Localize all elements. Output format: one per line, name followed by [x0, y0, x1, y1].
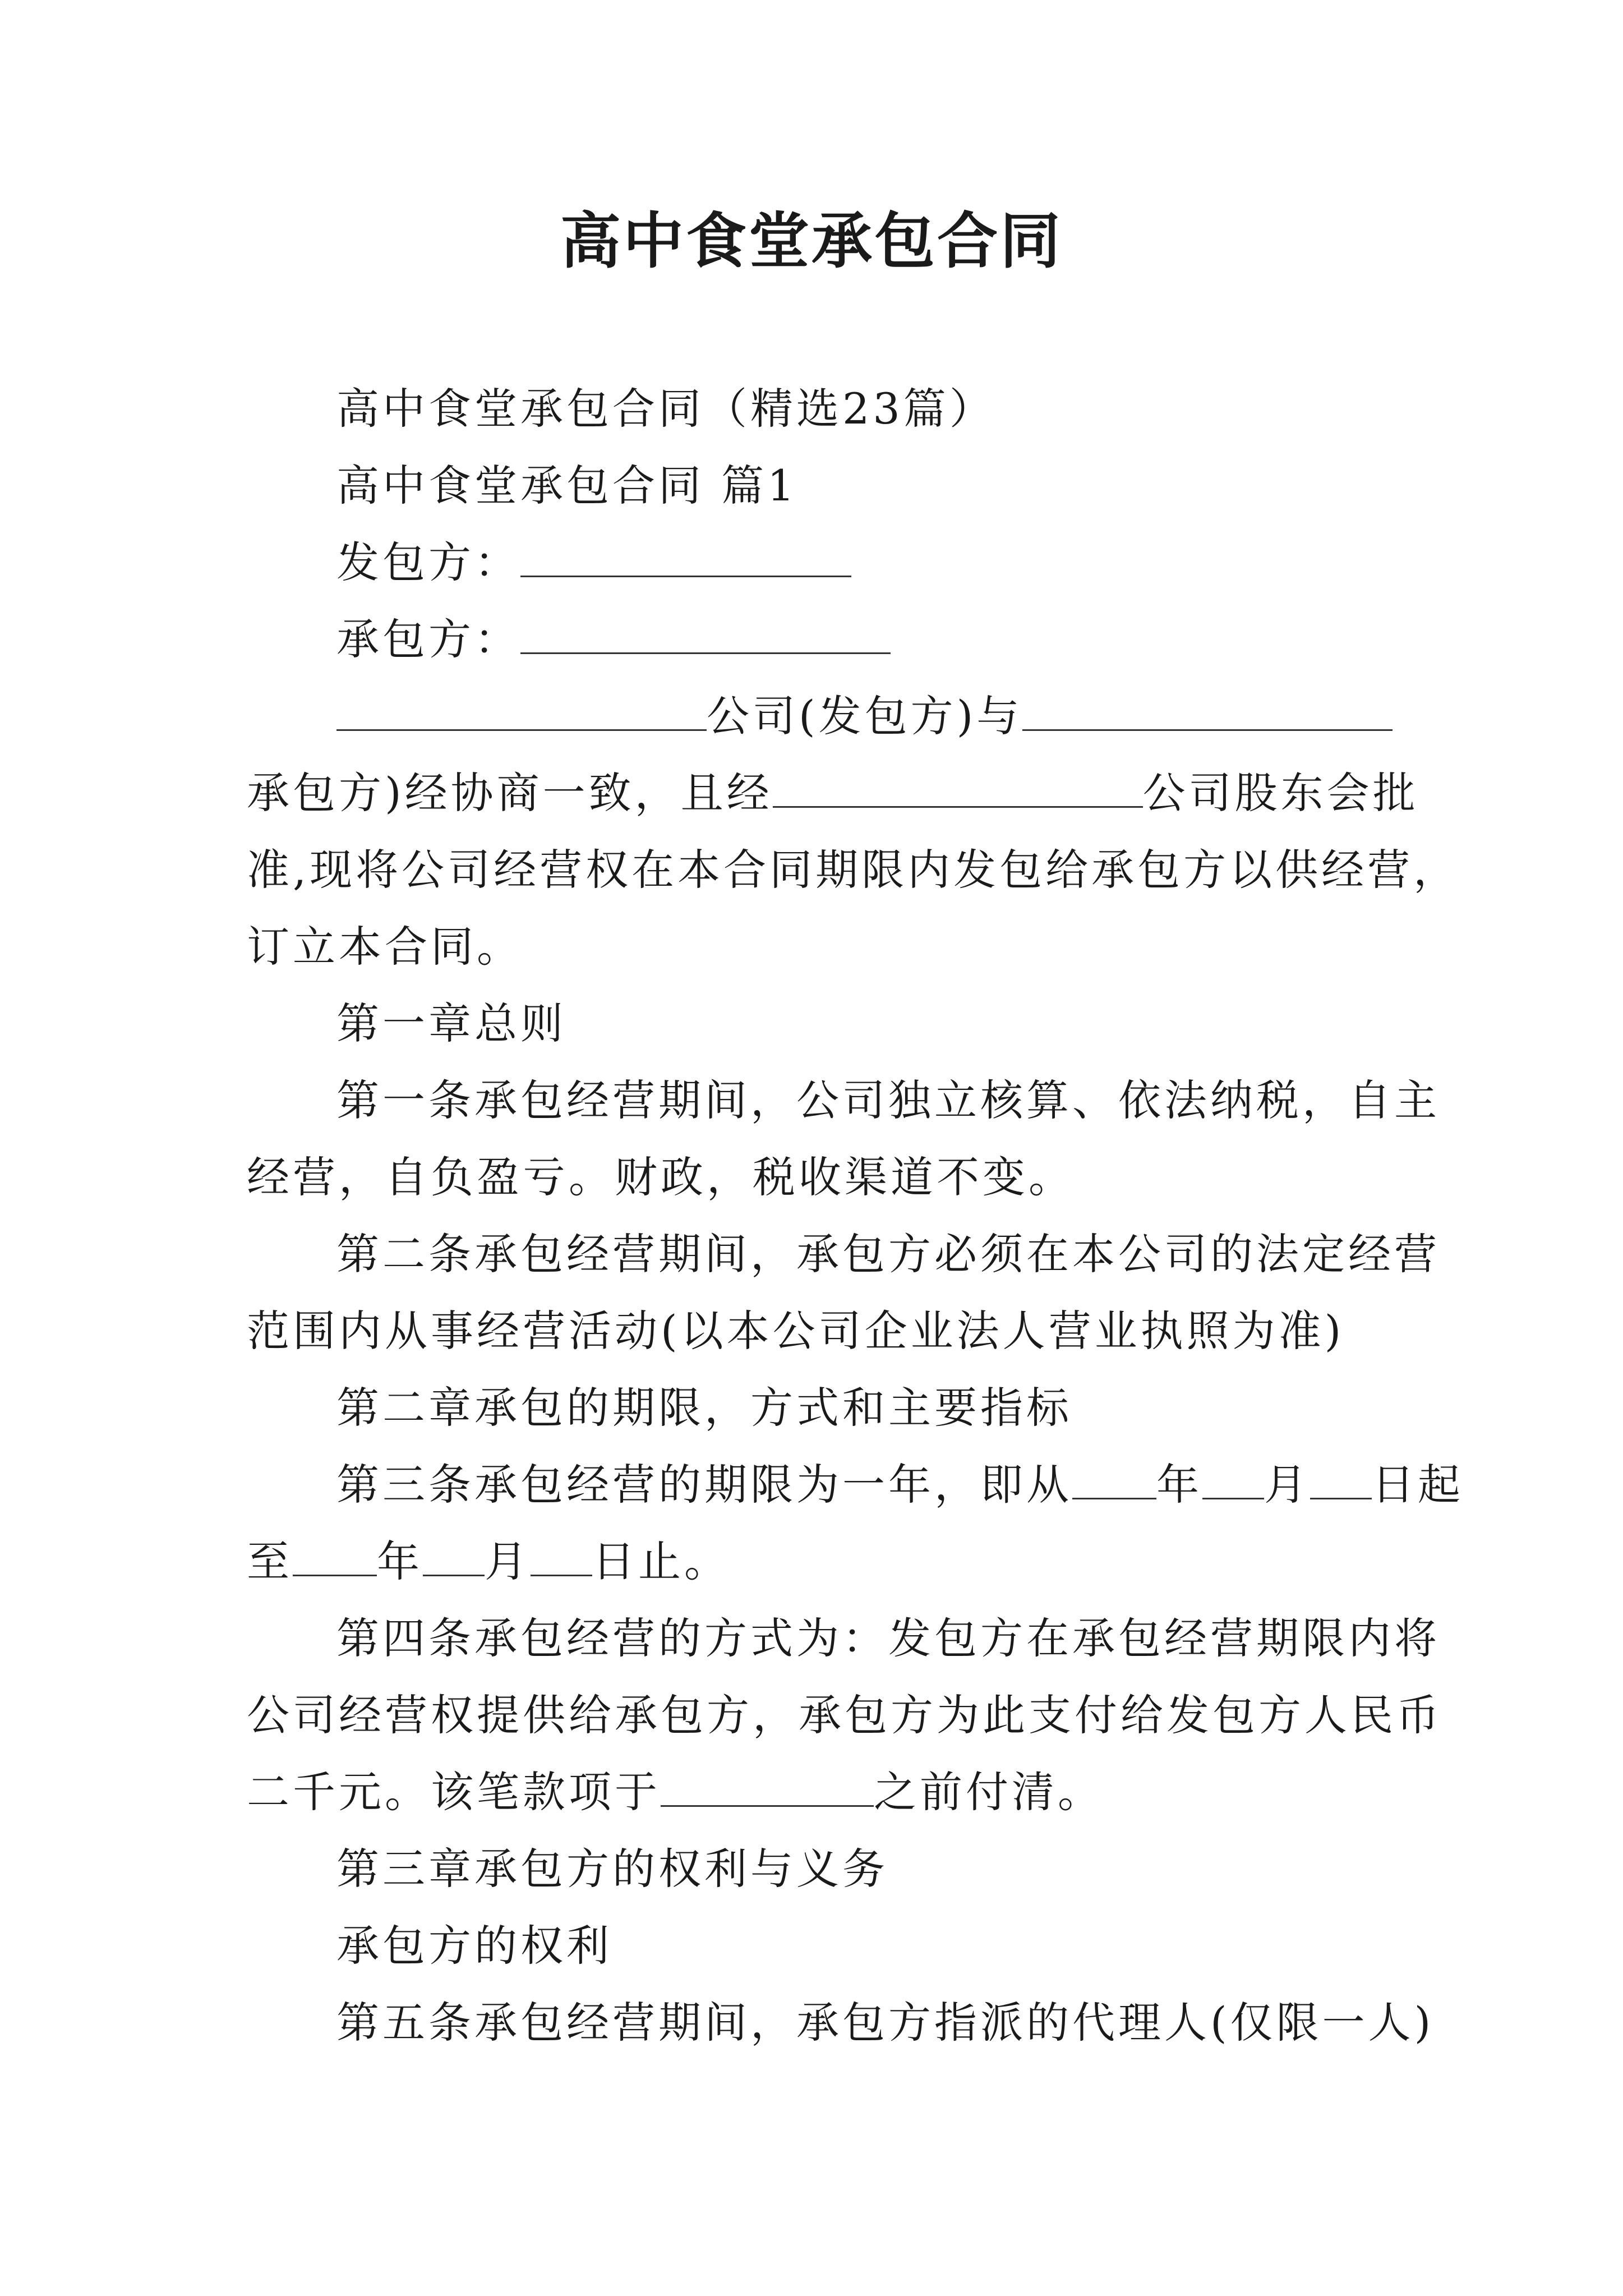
paragraph-line: 第五条承包经营期间，承包方指派的代理人(仅限一人) — [336, 1998, 1435, 2047]
paragraph-line — [247, 1754, 1380, 1830]
party-a-blank — [520, 535, 851, 577]
party-b-blank — [520, 612, 891, 654]
party-a-label: 发包方： — [336, 537, 520, 587]
company-blank — [336, 689, 707, 731]
text-segment: 日止。 — [592, 1536, 730, 1586]
document-title: 高中食堂承包合同 — [560, 206, 1063, 277]
text-segment: 第三条承包经营的期限为一年，即从 — [336, 1460, 1072, 1510]
paragraph-line: 经营，自负盈亏。财政，税收渠道不变。 — [247, 1152, 1075, 1202]
day-blank — [1310, 1457, 1372, 1499]
document-body — [247, 370, 1464, 2061]
day-blank — [531, 1534, 592, 1576]
text-segment: 二千元。该笔款项于 — [247, 1767, 661, 1817]
year-blank — [293, 1534, 377, 1576]
subsection-heading: 承包方的权利 — [336, 1921, 612, 1971]
text-segment: 年 — [1156, 1460, 1202, 1510]
paragraph-line: 第二条承包经营期间，承包方必须在本公司的法定经营 — [336, 1229, 1440, 1279]
text-segment: 月 — [1264, 1460, 1310, 1510]
payment-date-blank — [661, 1765, 874, 1807]
text-segment: 公司(发包方)与 — [707, 691, 1023, 741]
contractor-blank — [1022, 689, 1393, 731]
month-blank — [1202, 1457, 1264, 1499]
month-blank — [423, 1534, 485, 1576]
year-blank — [1072, 1457, 1156, 1499]
paragraph-line: 第四条承包经营的方式为：发包方在承包经营期限内将 — [336, 1613, 1440, 1663]
chapter-heading: 第二章承包的期限，方式和主要指标 — [336, 1383, 1072, 1433]
chapter-heading: 第一章总则 — [336, 999, 566, 1048]
shareholder-company-blank — [773, 766, 1143, 808]
paragraph-line — [247, 678, 1380, 754]
paragraph-line: 订立本合同。 — [247, 922, 523, 972]
paragraph-line: 第一条承包经营期间，公司独立核算、依法纳税，自主 — [336, 1075, 1440, 1125]
text-segment: 公司股东会批 — [1142, 768, 1419, 818]
text-segment: 至 — [247, 1536, 293, 1586]
text-segment: 之前付清。 — [874, 1767, 1104, 1817]
party-a-line — [247, 524, 1380, 601]
party-b-line — [247, 601, 1380, 678]
paragraph-line: 范围内从事经营活动(以本公司企业法人营业执照为准) — [247, 1306, 1345, 1356]
subtitle-line: 高中食堂承包合同（精选23篇） — [336, 384, 995, 434]
text-segment: 年 — [377, 1536, 423, 1586]
text-segment: 月 — [485, 1536, 531, 1586]
paragraph-line — [247, 1446, 1464, 1523]
section-heading: 高中食堂承包合同 篇1 — [336, 461, 798, 510]
paragraph-line — [247, 1523, 1380, 1600]
text-segment: 承包方)经协商一致，且经 — [247, 768, 773, 818]
party-b-label: 承包方： — [336, 614, 520, 664]
paragraph-line: 公司经营权提供给承包方，承包方为此支付给发包方人民币 — [247, 1690, 1442, 1740]
paragraph-line: 准,现将公司经营权在本合同期限内发包给承包方以供经营， — [247, 845, 1460, 895]
text-segment: 日起 — [1372, 1460, 1464, 1510]
paragraph-line — [247, 754, 1419, 831]
chapter-heading: 第三章承包方的权利与义务 — [336, 1844, 888, 1894]
